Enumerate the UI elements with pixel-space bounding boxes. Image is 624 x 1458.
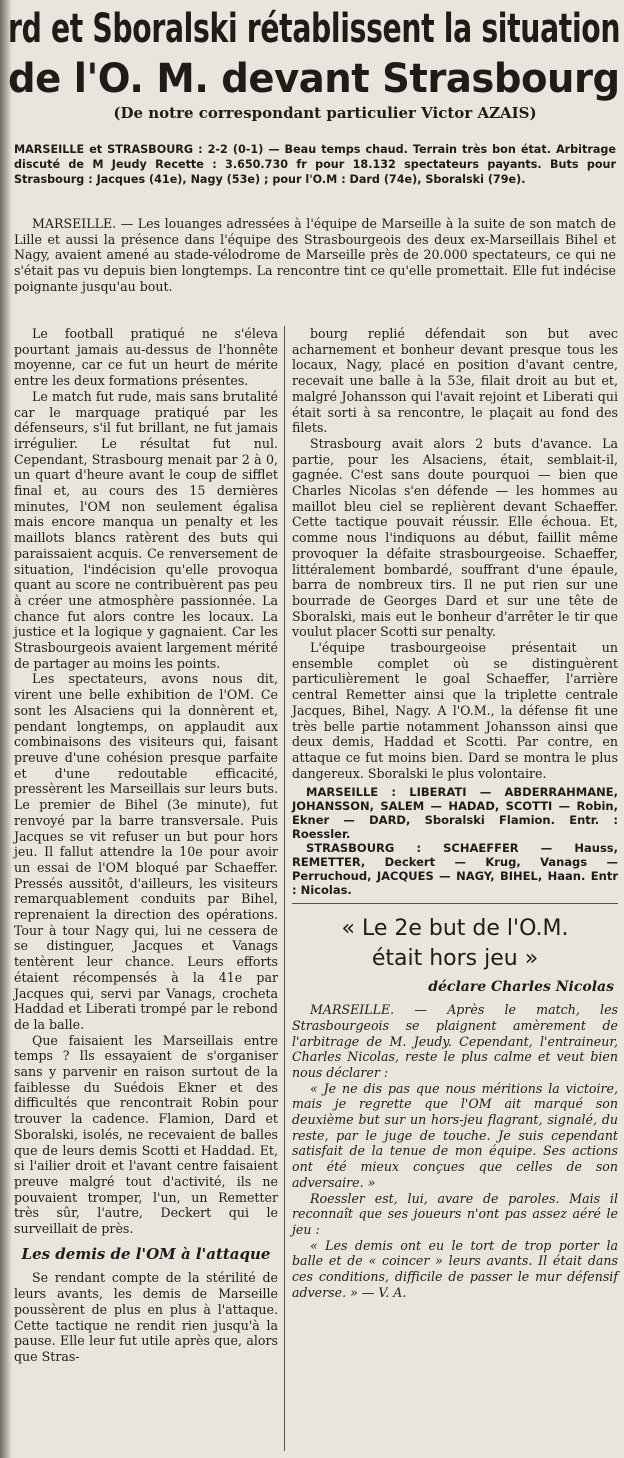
headline — [8, 4, 620, 104]
right-column — [292, 326, 618, 1300]
lineup-strasbourg: STRASBOURG : SCHAEFFER — Hauss, REMETTER, Deckert — Krug, Vanags — Perruchoud, JACQUES — NAGY, BIHEL, Haan. Entr : Nicolas. — [292, 841, 618, 898]
byline: (De notre correspondant particulier Victor AZAIS) — [113, 104, 537, 122]
quote-headline-line-1: « Le 2e but de l'O.M. — [341, 916, 569, 942]
headline-line-2: de l'O. M. devant Strasbourg — [8, 56, 620, 102]
right-paragraph-3: L'équipe trasbourgeoise présentait un ensemble complet où se distinguèrent particulièrement le goal Schaeffer, l'arrière central Remetter ainsi que la triplette centrale Jacques, Bihel, Nagy. A l'O.M., la défense fit une très belle partie notamment Johansson ainsi que deux demis, Haddad et Scotti. Par contre, en attaque ce fut moins bien. Dard se montra le plus dangereux. Sboralski le plus volontaire. — [292, 640, 618, 781]
headline-line-1: rd et Sboralski rétablissent la situation — [8, 6, 621, 52]
left-paragraph-5: Se rendant compte de la stérilité de leurs avants, les demis de Marseille poussèrent de plus en plus à l'attaque. Cette tactique ne rendit rien jusqu'à la pause. Elle leur fut utile après que, alors que Stras- — [14, 1270, 278, 1364]
quote-headline — [292, 914, 618, 974]
quote-paragraph-1: MARSEILLE. — Après le match, les Strasbourgeois se plaignent amèrement de l'arbitrage de M. Jeudy. Cependant, l'entraineur, Charles Nicolas, reste le plus calme et veut bien nous déclarer : — [292, 1002, 618, 1080]
right-paragraph-1: bourg replié défendait son but avec acharnement et bonheur devant presque tous les locaux, Nagy, placé en position d'avant centre, recevait une balle à la 53e, filait droit au but et, malgré Johansson qui l'avait rejoint et Liberati qui était sorti à sa rencontre, le plaçait au fond des filets. — [292, 326, 618, 436]
left-paragraph-2: Le match fut rude, mais sans brutalité car le marquage pratiqué par les défenseurs, s'il fut brillant, ne fut jamais irrégulier. Le résultat fut nul. Cependant, Strasbourg menait par 2 à 0, un quart d'heure avant le coup de sifflet final et, au cours des 15 dernières minutes, l'OM non seulement égalisa mais encore manqua un penalty et les maillots blancs ratèrent des buts qui paraissaient acquis. Ce renversement de situation, l'indécision qu'elle provoqua quant au score ne contribuèrent pas peu à créer une atmosphère passionnée. La chance fut alors contre les locaux. La justice et la logique y gagnaient. Car les Strasbourgeois avaient largement mérité de partager au moins les points. — [14, 388, 278, 671]
left-paragraph-1: Le football pratiqué ne s'éleva pourtant jamais au-dessus de l'honnête moyenne, car ce fut un heurt de mérite entre les deux formations présentes. — [14, 326, 278, 389]
quote-paragraph-4: « Les demis ont eu le tort de trop porter la balle et de « coincer » leurs avants. Il était dans ces conditions, difficile de passer le mur défensif adverse. » — V. A. — [292, 1237, 618, 1300]
quote-paragraph-3: Roessler est, lui, avare de paroles. Mais il reconnaît que ses joueurs n'ont pas assez aéré le jeu : — [292, 1190, 618, 1237]
intro-paragraph: MARSEILLE. — Les louanges adressées à l'équipe de Marseille à la suite de son match de Lille et aussi la présence dans l'équipe des Strasbourgeois des deux ex-Marseillais Bihel et Nagy, avaient amené au stade-vélodrome de Marseille près de 20.000 spectateurs, ce qui ne s'était pas vu depuis bien longtemps. La rencontre tint ce qu'elle promettait. Elle fut indécise poignante jusqu'au bout. — [14, 216, 616, 294]
left-subheading: Les demis de l'OM à l'attaque — [21, 1244, 271, 1263]
quote-subtitle: déclare Charles Nicolas — [428, 979, 614, 996]
column-divider — [284, 326, 285, 1451]
section-divider — [292, 903, 618, 904]
team-lineups — [292, 785, 618, 897]
quote-paragraph-2: « Je ne dis pas que nous méritions la victoire, mais je regrette que l'OM ait marqué son deuxième but sur un hors-jeu flagrant, signalé, du reste, par le juge de touche. Je suis cependant satisfait de la tenue de mon équipe. Ses actions ont été mieux conçues que celles de son adversaire. » — [292, 1080, 618, 1190]
article-intro — [14, 216, 616, 295]
right-paragraph-2: Strasbourg avait alors 2 buts d'avance. La partie, pour les Alsaciens, était, semblait-il, gagnée. C'est sans doute pourquoi — bien que Charles Nicolas s'en défende — les hommes au maillot bleu ciel se replièrent devant Schaeffer. Cette tactique pouvait réussir. Elle échoua. Et, comme nous l'indiquons au début, faillit même provoquer la défaite strasbourgeoise. Schaeffer, littéralement bombardé, souffrant d'une épaule, barra de nombreux tirs. Il ne put rien sur une bourrade de Georges Dard et sur une tête de Sboralski, mais eut le bonheur d'arrêter le tir que voulut placer Scotti sur penalty. — [292, 435, 618, 640]
lineup-marseille: MARSEILLE : LIBERATI — ABDERRAHMANE, JOHANSSON, SALEM — HADAD, SCOTTI — Robin, Ekner — DARD, Sboralski Flamion. Entr. : Roessler. — [292, 785, 618, 842]
left-paragraph-3: Les spectateurs, avons nous dit, virent une belle exhibition de l'OM. Ce sont les Alsaciens qui la donnèrent et, pendant longtemps, on applaudit aux combinaisons des visiteurs qui, faisant preuve d'une cohésion presque parfaite et d'une redoutable efficacité, pressèrent les Marseillais sur leurs buts. Le premier de Bihel (3e minute), fut renvoyé par la barre transversale. Puis Jacques se vit refuser un but pour hors jeu. Il fallut attendre la 10e pour avoir un essai de l'OM bloqué par Schaeffer. Pressés aussitôt, d'ailleurs, les visiteurs remarquablement conduits par Bihel, reprenaient la direction des opérations. Tour à tour Nagy qui, lui ne cessera de se distinguer, Jacques et Vanags tentèrent leur chance. Leurs efforts étaient récompensés à la 41e par Jacques qui, servi par Vanags, crocheta Haddad et Liberati trompé par le rebond de la balle. — [14, 671, 278, 1032]
quote-headline-line-2: était hors jeu » — [371, 946, 539, 972]
match-summary: MARSEILLE et STRASBOURG : 2-2 (0-1) — Beau temps chaud. Terrain très bon état. Arbitrage discuté de M Jeudy Recette : 3.650.730 fr pour 18.132 spectateurs payants. Buts pour Strasbourg : Jacques (41e), Nagy (53e) ; pour l'O.M : Dard (74e), Sboralski (79e). — [14, 143, 616, 186]
left-column — [14, 326, 278, 1365]
quote-body — [292, 1002, 618, 1300]
page-fold-shadow — [0, 0, 12, 1458]
left-paragraph-4: Que faisaient les Marseillais entre temps ? Ils essayaient de s'organiser sans y parvenir en raison surtout de la faiblesse du Suédois Ekner et des difficultés que rencontrait Robin pour trouver la cadence. Flamion, Dard et Sboralski, isolés, ne recevaient de balles que de leurs demis Scotti et Haddad. Et, si l'ailier droit et l'avant centre faisaient preuve malgré tout d'activité, ils ne pouvaient tromper, l'un, un Remetter très sûr, l'autre, Deckert qui le surveillait de près. — [14, 1032, 278, 1237]
